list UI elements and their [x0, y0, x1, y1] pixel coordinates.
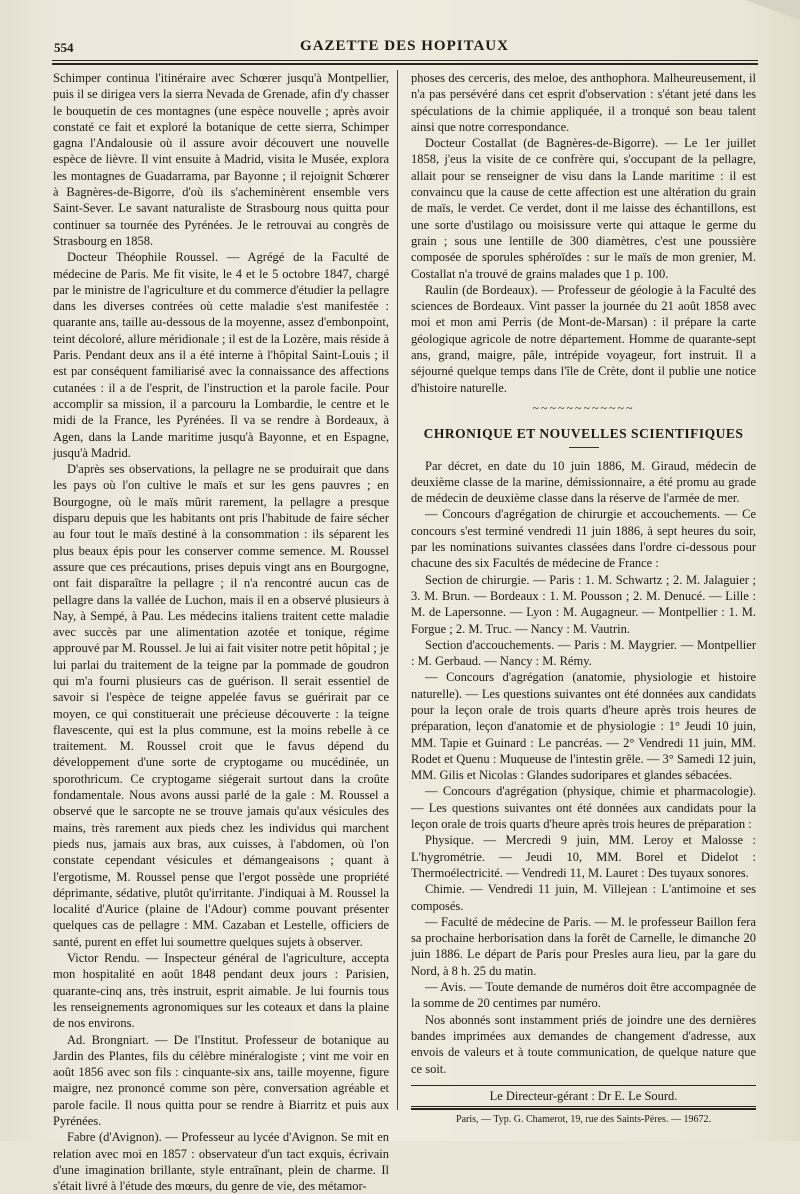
section-title-rule — [569, 447, 599, 448]
paragraph: Raulin (de Bordeaux). — Professeur de géologie à la Faculté des sciences de Bordeaux. Vint passer la journée du 21 août 1858 avec moi et mon ami Perris (de Mont-de-Marsan) : il prépare la carte géologique agricole de notre département. Homme de quarante-sept ans, grand, maigre, pâle, intrépide voyageur, fort instruit. Il a séjourné quelque temps dans l'île de Crète, dont il publie une notice d'histoire naturelle. — [411, 282, 756, 395]
news-item: Chimie. — Vendredi 11 juin, M. Villejean : L'antimoine et ses composés. — [411, 882, 756, 913]
header-rule-thick — [52, 63, 758, 65]
printer-imprint: Paris, — Typ. G. Chamerot, 19, rue des Saints-Pères. — 19672. — [456, 1114, 711, 1126]
paragraph: D'après ses observations, la pellagre ne se produirait que dans les pays où l'on cultive le maïs et sur les gens pauvres ; en Bourgogne, où le maïs mûrit rarement, la pellagre a presque disparu depuis que les habitants ont pris l'habitude de faire sécher au four tout le maïs destiné à la consommation : ils séparent les plus beaux épis pour les conserver comme semence. M. Roussel assure que ces précautions, prises depuis vingt ans en Bourgogne, ont fait disparaître la pellagre ; il n'a rencontré aucun cas de pellagre dans la vallée de Luchon, mais il en a observé plusieurs à Nay, à Sempé, à Pau. Les médecins italiens traitent cette maladie avec succès par une alimentation azotée et tonique, régime approuvé par M. Roussel. Je lui ai fait visiter notre petit hôpital ; je lui parlai du traitement de la teigne par la pommade de goudron qui m'a fourni plusieurs cas de guérison. Il serait essentiel de savoir si l'espèce de teigne appelée favus se guérirait par ce moyen, ce qui constituerait une précieuse découverte : la teigne flavescente, qui est la plus commune, est la moins rebelle à ce traitement. M. Roussel croit que le favus dépend du développement d'une sorte de cryptogame ou mucédinée, un sporothricum. Ce cryptogame siégerait surtout dans la croûte fondamentale. Nous avons aussi parlé de la gale : M. Roussel a observé que le sarcopte ne se trouve jamais qu'aux vésicules des mains, très rarement aux pieds chez les individus qui marchent pieds nus, jamais aux bras, aux cuisses, à l'abdomen, où l'on constate cependant vésicules et démangeaisons ; quant à l'ergotisme, M. Roussel pense que l'ergot possède une propriété déprimante, sédative, plutôt qu'irritante. J'indiquai à M. Roussel la localité d'Aurice (plaine de l'Adour) comme pouvant présenter quelques cas de pellagre : MM. Cazaban et Lestelle, officiers de santé, purent en effet lui soumettre quelques sujets à observer. — [53, 462, 389, 949]
journal-title: GAZETTE DES HOPITAUX — [300, 38, 509, 54]
page-header — [52, 36, 757, 56]
page-number: 554 — [54, 40, 74, 55]
news-item: Section d'accouchements. — Paris : M. Maygrier. — Montpellier : M. Gerbaud. — Nancy : M. Rémy. — [411, 637, 756, 669]
paragraph: Docteur Théophile Roussel. — Agrégé de la Faculté de médecine de Paris. Me fit visite, le 4 et le 5 octobre 1847, chargé par le ministre de l'agriculture et du commerce d'étudier la pellagre dans les diverses contrées où cette maladie s'est manifestée : quarante ans, taille au-dessous de la moyenne, assez d'embonpoint, teint décoloré, allure méridionale ; il est de la Lozère, mais réside à Paris. Pendant deux ans il a été interne à l'hôpital Saint-Louis ; il est par conséquent familiarisé avec la connaissance des affections cutanées : il a de l'esprit, de l'instruction et la parole facile. Pour accomplir sa mission, il a parcouru la Lombardie, le centre et le midi de la France, les Pyrénées. Il va se rendre à Bordeaux, à Agen, dans la Lande maritime jusqu'à Bayonne, et en Espagne, jusqu'à Madrid. — [53, 250, 389, 460]
news-item: Nos abonnés sont instamment priés de joindre une des dernières bandes imprimées aux demandes de changement d'adresse, aux envois de valeurs et à toute communication, de quelque nature que ce soit. — [411, 1012, 756, 1076]
right-column — [411, 70, 756, 1128]
folded-corner — [740, 0, 800, 22]
section-ornament: ~~~~~~~~~~~~ — [532, 400, 635, 415]
news-item: Par décret, en date du 10 juin 1886, M. Giraud, médecin de deuxième classe de la marine, démissionnaire, a été promu au grade de médecin de deuxième classe dans la réserve de l'armée de mer. — [411, 458, 756, 506]
column-separator — [397, 70, 398, 1110]
paragraph: Fabre (d'Avignon). — Professeur au lycée d'Avignon. Se mit en relation avec moi en 1857 : observateur d'un tact exquis, écrivain d'une imagination brillante, style entraînant, plein de charme. Il s'était livré à l'étude des mœurs, du genre de vie, des métamor- — [53, 1130, 389, 1194]
news-item: Section de chirurgie. — Paris : 1. M. Schwartz ; 2. M. Jalaguier ; 3. M. Brun. — Bordeaux : 1. M. Pousson ; 2. M. Denucé. — Lille : M. de Lapersonne. — Lyon : M. Augagneur. — Montpellier : 1. M. Forgue ; 2. M. Truc. — Nancy : M. Vautrin. — [411, 572, 756, 636]
left-column — [53, 70, 389, 1194]
news-item: — Faculté de médecine de Paris. — M. le professeur Baillon fera sa prochaine herborisation dans la forêt de Carnelle, le dimanche 20 juin 1886. Le départ de Paris pour Presles aura lieu, par la gare du Nord, à 8 h. 25 du matin. — [411, 914, 756, 978]
news-item: — Concours d'agrégation de chirurgie et accouchements. — Ce concours s'est terminé vendredi 11 juin 1886, à sept heures du soir, par les nominations suivantes classées dans l'ordre ci-dessous pour chacune des six Facultés de médecine de France : — [411, 507, 756, 571]
signature-rule — [411, 1108, 756, 1110]
paragraph: phoses des cerceris, des meloe, des anthophora. Malheureusement, il n'a pas persévéré dans cet esprit d'observation : s'étant jeté dans les spéculations de la chimie appliquée, il a tronqué son beau talent ainsi que notre correspondance. — [411, 71, 756, 134]
news-item: — Concours d'agrégation (anatomie, physiologie et histoire naturelle). — Les questions suivantes ont été données aux candidats pour la leçon orale de trois quarts d'heure après trois heures de préparation, leçon d'anatomie et de physiologie : 1° Jeudi 10 juin, MM. Tapie et Guinard : Le pancréas. — 2° Vendredi 11 juin, MM. Rodet et Quenu : Muqueuse de l'intestin grêle. — 3° Samedi 12 juin, MM. Gilis et Nicolas : Glandes sudoripares et glandes sébacées. — [411, 670, 756, 783]
news-item: Physique. — Mercredi 9 juin, MM. Leroy et Malosse : L'hygrométrie. — Jeudi 10, MM. Borel et Didelot : Thermoélectricité. — Vendredi 11, M. Lauret : Des tuyaux sonores. — [411, 833, 756, 880]
news-item: — Concours d'agrégation (physique, chimie et pharmacologie). — Les questions suivantes ont été données aux candidats pour la leçon orale de trois quarts d'heure après trois heures de préparation : — [411, 784, 756, 832]
paragraph: Schimper continua l'itinéraire avec Schœrer jusqu'à Montpellier, puis il se dirigea vers la sierra Nevada de Grenade, afin d'y chasser le bouquetin de ces montagnes (une espèce nouvelle ; après avoir constaté ce fait et exploré la botanique de cette sierra, Schimper gagna l'Andalousie où il assure avoir découvert une nouvelle espèce de lièvre. Il vint ensuite à Madrid, visita le Musée, explora les montagnes de Guadarrama, par Bayonne ; il rejoignit Schœrer à Bagnères-de-Bigorre, d'où ils s'acheminèrent ensemble vers Saint-Sever. Le savant naturaliste de Strasbourg nous quitta pour continuer sa tournée des Pyrénées. Je le retrouvai au congrès de Strasbourg en 1858. — [53, 71, 389, 248]
news-item: — Avis. — Toute demande de numéros doit être accompagnée de la somme de 20 centimes par numéro. — [411, 980, 756, 1011]
editor-signature: Le Directeur-gérant : Dr E. Le Sourd. — [411, 1085, 756, 1107]
paragraph: Ad. Brongniart. — De l'Institut. Professeur de botanique au Jardin des Plantes, fils du célèbre minéralogiste ; vint me voir en août 1856 avec son fils : cinquante-six ans, taille moyenne, figure maigre, nez prononcé comme son père, conversation agréable et parole facile. Il nous quitta pour se rendre à Biarritz et puis aux Pyrénées. — [53, 1032, 389, 1128]
section-title: CHRONIQUE ET NOUVELLES SCIENTIFIQUES — [423, 426, 744, 442]
paragraph: Docteur Costallat (de Bagnères-de-Bigorre). — Le 1er juillet 1858, j'eus la visite de ce confrère qui, s'occupant de la pellagre, allait pour se renseigner de visu dans la Lande maritime : il est convaincu que la cause de cette affection est une altération du grain de maïs, le verdet. Ce verdet, dont il me laisse des échantillons, est une sorte d'ustilago ou moisissure verte qui attaque le germe du grain ; sous une lentille de 300 diamètres, c'est une poussière composée de sporules sphéroïdes : sur le maïs de mon grenier, M. Costallat n'a trouvé de grains malades que 1 p. 100. — [411, 136, 756, 281]
paragraph: Victor Rendu. — Inspecteur général de l'agriculture, accepta mon hospitalité en août 1848 pendant deux jours : Parisien, quarante-cinq ans, très instruit, esprit aimable. Je lui fournis tous les renseignements agronomiques sur les coteaux et dans la plaine de nos environs. — [53, 951, 389, 1031]
header-rule — [52, 60, 758, 61]
